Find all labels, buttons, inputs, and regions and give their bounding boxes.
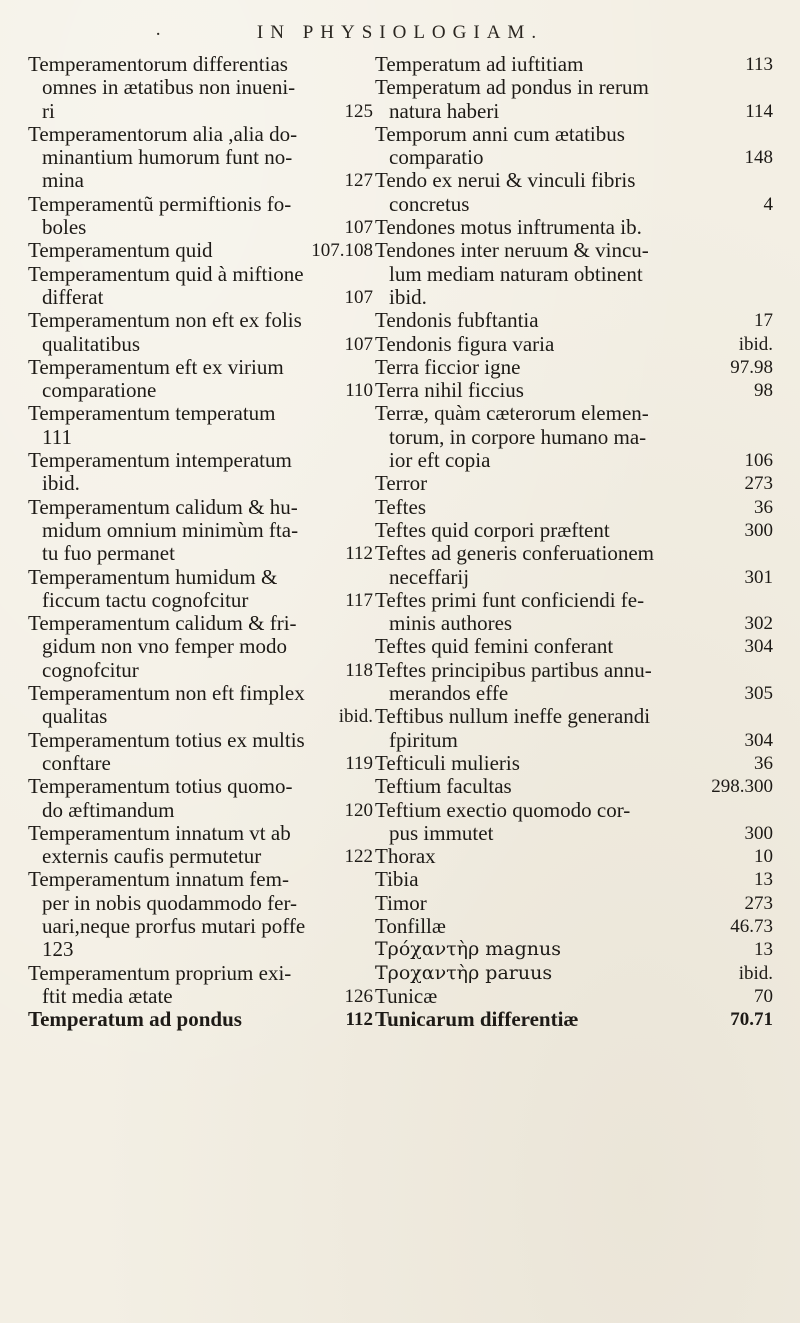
index-entry-text: Teftes principibus partibus annu- <box>375 658 652 682</box>
index-entry-text: Temperamentum temperatum <box>28 402 276 426</box>
index-entry-text: Terræ, quàm cæterorum elemen- <box>375 402 649 426</box>
index-entry-page <box>367 76 373 99</box>
index-entry-page <box>367 146 373 169</box>
index-entry-page: 36 <box>754 752 773 774</box>
index-entry <box>28 123 373 146</box>
index-entry-text: torum, in corpore humano ma- <box>389 425 647 449</box>
index-entry <box>28 263 373 286</box>
index-entry-text: minis authores <box>389 612 513 636</box>
index-entry-page: 107 <box>344 333 373 355</box>
index-entry-page <box>367 472 373 495</box>
index-entry-text: Temperamentum humidum & <box>28 565 278 589</box>
index-entry-text: cognofcitur <box>42 658 139 682</box>
index-entry <box>375 682 773 705</box>
index-entry <box>28 915 373 938</box>
index-entry <box>28 962 373 985</box>
index-entry-text: qualitas <box>42 705 108 729</box>
index-entry-text: Tunicarum differentiæ <box>375 1008 579 1032</box>
index-entry <box>28 53 373 76</box>
index-entry <box>375 659 773 682</box>
index-entry <box>375 775 773 798</box>
index-entry-page <box>367 635 373 658</box>
index-entry-page: 273 <box>744 473 773 495</box>
index-entry-text: Temperamentum intemperatum <box>28 449 292 473</box>
index-entry-text: differat <box>42 285 104 309</box>
index-entry-text: Temperamentum proprium exi- <box>28 961 292 985</box>
index-entry-text: Teftes ad generis conferuationem <box>375 542 654 566</box>
index-entry-page: 46.73 <box>730 915 773 937</box>
index-entry-text: Teftes quid corpori præftent <box>375 518 610 542</box>
running-header-text: IN PHYSIOLOGIAM. <box>256 22 544 43</box>
index-entry <box>28 822 373 845</box>
index-entry-text: Teftibus nullum ineffe generandi <box>375 705 651 729</box>
index-entry-text: Teftes quid femini conferant <box>375 635 614 659</box>
index-entry-page <box>367 356 373 379</box>
index-entry <box>375 1008 773 1031</box>
index-entry-text: uari,neque prorfus mutari poffe <box>42 914 306 938</box>
index-entry-text: Tefticuli mulieris <box>375 751 520 775</box>
index-entry-page <box>367 612 373 635</box>
index-entry-text: Teftes <box>375 495 427 519</box>
index-entry <box>375 915 773 938</box>
index-entry <box>28 705 373 728</box>
index-entry-text: Terra nihil ficcius <box>375 379 524 403</box>
index-entry-page: 114 <box>745 100 773 122</box>
index-entry-text: Tunicæ <box>375 984 438 1008</box>
index-entry <box>375 845 773 868</box>
index-entry-text: Terror <box>375 472 428 496</box>
index-entry-page: 4 <box>763 193 773 215</box>
index-entry <box>28 799 373 822</box>
index-entry-text: ftit media ætate <box>42 984 173 1008</box>
index-entry <box>375 938 773 961</box>
index-entry-page <box>767 216 773 239</box>
index-entry-text: ibid. <box>389 285 427 309</box>
index-entry-page: 117 <box>345 589 373 611</box>
index-entry-page: 107.108 <box>311 240 373 262</box>
index-entry-text: fpiritum <box>389 728 458 752</box>
index-entry-text: ri <box>42 99 55 123</box>
index-entry <box>28 426 373 449</box>
index-entry <box>28 635 373 658</box>
index-entry-text: Temporum anni cum ætatibus <box>375 122 625 146</box>
index-entry-page: 298.300 <box>711 776 773 798</box>
index-entry-page <box>367 892 373 915</box>
index-entry-text: do æftimandum <box>42 798 175 822</box>
index-entry-page: 122 <box>344 846 373 868</box>
index-entry <box>28 938 373 961</box>
index-entry-page <box>367 263 373 286</box>
index-entry <box>375 635 773 658</box>
index-entry-page <box>367 775 373 798</box>
index-entry-page <box>367 962 373 985</box>
index-entry-text: comparatio <box>389 146 484 170</box>
index-entry-page: 112 <box>345 1009 373 1031</box>
index-entry-page: 301 <box>744 566 773 588</box>
index-column-left <box>28 53 373 1031</box>
index-entry <box>28 775 373 798</box>
index-entry-text: natura haberi <box>389 99 500 123</box>
index-entry-text: Temperamentum totius quomo- <box>28 775 293 799</box>
index-entry-page: 106 <box>744 450 773 472</box>
index-entry-text: Tonfillæ <box>375 914 446 938</box>
index-entry-page <box>367 915 373 938</box>
index-entry <box>375 123 773 146</box>
index-entry-page <box>367 496 373 519</box>
index-entry <box>375 309 773 332</box>
index-entry <box>28 752 373 775</box>
index-entry-page: 300 <box>744 822 773 844</box>
index-entry-text: Temperamentũ permiftionis fo- <box>28 192 292 216</box>
index-entry-page <box>367 868 373 891</box>
index-entry-page: 13 <box>754 869 773 891</box>
index-entry <box>375 799 773 822</box>
index-entry-page: 126 <box>344 985 373 1007</box>
index-entry-page <box>767 263 773 286</box>
index-entry-text: gidum non vno femper modo <box>42 635 287 659</box>
index-entry <box>28 193 373 216</box>
index-entry-text: Tendo ex nerui & vinculi fibris <box>375 169 636 193</box>
index-entry-text: Tendones inter neruum & vincu- <box>375 239 649 263</box>
index-entry-page: 107 <box>344 286 373 308</box>
index-entry <box>28 100 373 123</box>
index-entry <box>28 892 373 915</box>
index-entry-text: Temperatum ad pondus in rerum <box>375 76 649 100</box>
index-entry <box>375 216 773 239</box>
index-entry-page <box>767 286 773 309</box>
index-entry-page <box>367 402 373 425</box>
index-entry <box>28 682 373 705</box>
index-entry <box>28 472 373 495</box>
index-entry <box>375 542 773 565</box>
index-entry <box>28 379 373 402</box>
index-entry <box>375 985 773 1008</box>
index-entry-text: 123 <box>42 938 74 962</box>
index-entry <box>375 146 773 169</box>
index-entry-text: Temperamentum innatum vt ab <box>28 821 291 845</box>
index-entry <box>28 519 373 542</box>
index-entry-page: 10 <box>754 846 773 868</box>
index-entry <box>375 402 773 425</box>
index-entry <box>28 729 373 752</box>
index-entry-text: Temperamentorum differentias <box>28 53 288 76</box>
index-entry-text: Temperamentum calidum & hu- <box>28 495 298 519</box>
index-entry-page: ibid. <box>338 706 373 728</box>
index-entry-text: per in nobis quodammodo fer- <box>42 891 298 915</box>
index-column-right <box>375 53 773 1031</box>
index-entry <box>375 449 773 472</box>
index-entry-text: merandos effe <box>389 682 509 706</box>
index-entry-page <box>767 705 773 728</box>
index-entry-page: 304 <box>744 729 773 751</box>
index-entry-page: 127 <box>344 170 373 192</box>
index-entry-text: Teftium facultas <box>375 775 512 799</box>
index-entry-text: Temperamentum non eft ex folis <box>28 309 302 333</box>
index-entry-text: ior eft copia <box>389 449 491 473</box>
index-entry-page <box>767 659 773 682</box>
index-entry-page <box>367 822 373 845</box>
index-entry-text: Temperatum ad pondus <box>28 1008 242 1032</box>
index-entry <box>28 449 373 472</box>
index-entry <box>375 286 773 309</box>
index-entry-text: ficcum tactu cognofcitur <box>42 588 249 612</box>
index-entry-page <box>767 123 773 146</box>
index-entry-text: Temperamentum calidum & fri- <box>28 612 297 636</box>
index-entry-page: 120 <box>344 799 373 821</box>
index-entry-text: boles <box>42 216 87 240</box>
index-entry-text: Teftium exectio quomodo cor- <box>375 798 631 822</box>
index-entry <box>28 309 373 332</box>
index-entry-text: Tendones motus inftrumenta ib. <box>375 216 642 240</box>
index-entry <box>375 589 773 612</box>
index-entry-text: tu fuo permanet <box>42 542 175 566</box>
index-entry-text: Temperamentum eft ex virium <box>28 355 284 379</box>
index-entry <box>375 752 773 775</box>
index-entry <box>28 169 373 192</box>
index-entry-page <box>767 426 773 449</box>
index-entry-page <box>367 426 373 449</box>
index-entry-text: externis caufis permutetur <box>42 845 262 869</box>
index-entry-page: 302 <box>744 613 773 635</box>
index-entry-text: Temperatum ad iuftitiam <box>375 53 584 76</box>
index-entry <box>375 53 773 76</box>
index-entry-text: pus immutet <box>389 821 494 845</box>
index-entry-page: 107 <box>344 217 373 239</box>
index-entry-text: concretus <box>389 192 470 216</box>
index-entry-text: Temperamentum quid <box>28 239 213 263</box>
index-entry-page: 119 <box>345 752 373 774</box>
index-entry <box>28 146 373 169</box>
index-entry-text: Temperamentum quid à miftione <box>28 262 304 286</box>
index-entry <box>375 519 773 542</box>
index-entry-text: Terra ficcior igne <box>375 355 521 379</box>
index-entry-page <box>367 123 373 146</box>
index-entry-text: Tibia <box>375 868 419 892</box>
index-entry-text: ibid. <box>42 472 80 496</box>
index-entry <box>28 333 373 356</box>
index-entry-page <box>767 169 773 192</box>
index-entry <box>375 239 773 262</box>
index-entry-text: omnes in ætatibus non inueni- <box>42 76 296 100</box>
index-entry-page: 125 <box>344 100 373 122</box>
index-entry-page: 17 <box>754 310 773 332</box>
index-entry-text: Temperamentum totius ex multis <box>28 728 305 752</box>
index-entry <box>375 962 773 985</box>
index-entry-text: Temperamentorum alia ,alia do- <box>28 122 298 146</box>
index-entry-text: conftare <box>42 751 111 775</box>
index-entry <box>28 402 373 425</box>
index-entry-page <box>767 76 773 99</box>
index-entry-text: neceffarij <box>389 565 470 589</box>
index-entry-text: minantium humorum funt no- <box>42 146 293 170</box>
index-entry <box>28 542 373 565</box>
index-entry-page: 110 <box>345 380 373 402</box>
index-entry-page <box>367 53 373 76</box>
index-entry-text: Temperamentum innatum fem- <box>28 868 289 892</box>
index-entry-text: Thorax <box>375 845 436 869</box>
index-entry-text: Temperamentum non eft fimplex <box>28 682 305 706</box>
index-entry <box>28 566 373 589</box>
index-entry-page <box>767 589 773 612</box>
index-entry-text: Timor <box>375 891 427 915</box>
index-entry-page <box>767 239 773 262</box>
index-entry <box>28 868 373 891</box>
index-entry <box>375 76 773 99</box>
index-entry-page: ibid. <box>738 333 773 355</box>
index-entry-page: ibid. <box>738 962 773 984</box>
index-entry <box>28 496 373 519</box>
index-entry-text: Tendonis figura varia <box>375 332 555 356</box>
index-entry <box>375 892 773 915</box>
index-entry-text: mina <box>42 169 84 193</box>
index-entry-page: 97.98 <box>730 356 773 378</box>
index-entry-page <box>367 938 373 961</box>
index-entry-text: Τροχαντὴρ paruus <box>375 961 553 984</box>
index-entry-page <box>767 799 773 822</box>
index-entry-page: 70.71 <box>730 1009 773 1031</box>
index-entry <box>375 356 773 379</box>
index-entry-text: 111 <box>42 425 72 449</box>
index-entry-page <box>367 309 373 332</box>
index-entry-page <box>767 542 773 565</box>
index-entry-page <box>767 402 773 425</box>
index-entry <box>28 589 373 612</box>
index-entry-page <box>367 519 373 542</box>
index-entry <box>375 100 773 123</box>
index-entry <box>28 286 373 309</box>
index-entry-text: Teftes primi funt conficiendi fe- <box>375 588 645 612</box>
index-entry-page: 98 <box>754 380 773 402</box>
index-entry <box>375 169 773 192</box>
index-entry <box>375 379 773 402</box>
index-entry-page: 36 <box>754 496 773 518</box>
index-entry-page: 118 <box>345 659 373 681</box>
index-entry-page: 13 <box>754 939 773 961</box>
index-entry <box>375 566 773 589</box>
index-entry-text: qualitatibus <box>42 332 140 356</box>
index-entry <box>375 729 773 752</box>
index-entry-page: 273 <box>744 892 773 914</box>
index-entry-page <box>367 566 373 589</box>
index-entry <box>28 845 373 868</box>
index-entry-page: 304 <box>744 636 773 658</box>
index-entry <box>375 496 773 519</box>
index-entry-text: comparatione <box>42 379 157 403</box>
index-entry <box>375 822 773 845</box>
index-entry-page: 305 <box>744 683 773 705</box>
index-entry <box>28 1008 373 1031</box>
index-entry-page <box>367 449 373 472</box>
index-entry-text: lum mediam naturam obtinent <box>389 262 643 286</box>
index-entry <box>28 239 373 262</box>
index-entry-text: midum omnium minimùm fta- <box>42 518 299 542</box>
index-entry-page: 70 <box>754 985 773 1007</box>
running-header: · IN PHYSIOLOGIAM. <box>155 22 544 45</box>
index-entry-page <box>367 193 373 216</box>
index-entry <box>28 356 373 379</box>
index-entry-page: 113 <box>745 54 773 75</box>
index-entry <box>375 193 773 216</box>
index-entry-page: 148 <box>744 147 773 169</box>
index-entry <box>375 868 773 891</box>
index-entry-text: Tendonis fubftantia <box>375 309 539 333</box>
index-entry-page: 112 <box>345 543 373 565</box>
index-entry-page <box>367 682 373 705</box>
index-entry <box>375 263 773 286</box>
index-entry-text: Τρόχαντὴρ magnus <box>375 938 562 961</box>
index-entry-page <box>367 729 373 752</box>
index-entry <box>28 659 373 682</box>
index-entry <box>375 472 773 495</box>
index-entry <box>28 612 373 635</box>
index-entry <box>375 612 773 635</box>
index-entry <box>375 705 773 728</box>
index-entry <box>375 426 773 449</box>
index-entry <box>375 333 773 356</box>
index-entry <box>28 216 373 239</box>
index-entry <box>28 76 373 99</box>
index-entry-page: 300 <box>744 519 773 541</box>
index-entry <box>28 985 373 1008</box>
